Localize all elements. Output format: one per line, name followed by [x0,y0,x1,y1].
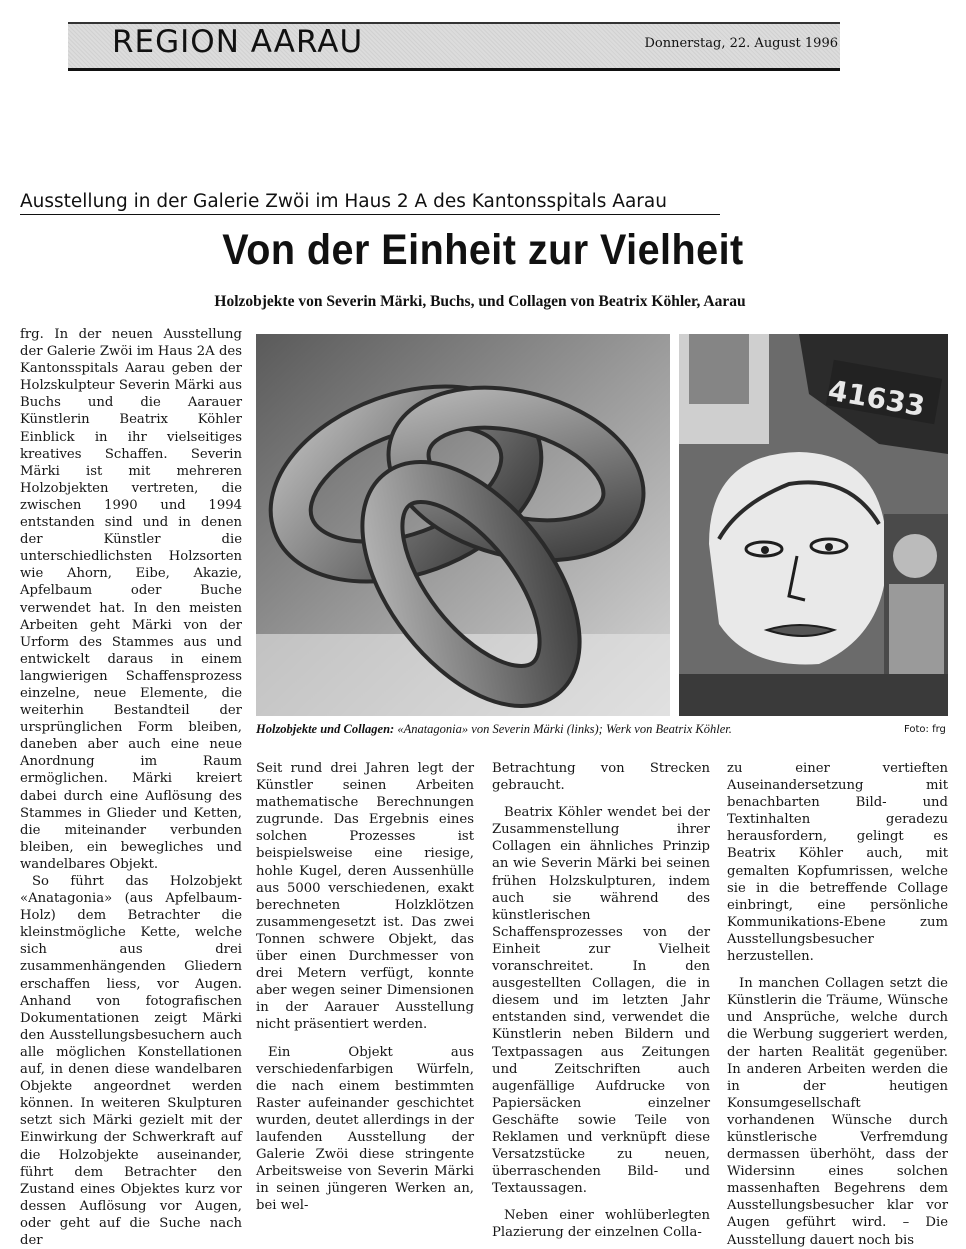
article-column-1 [20,326,242,1248]
collage-numbers: 41633 [825,373,928,424]
paragraph: So führt das Holzobjekt «Anatagonia» (aus Apfelbaum-Holz) dem Betrachter die kleinstmögliche Kette, welche sich aus drei zusammenhängenden Gliedern erschaffen liess, vor Augen. Anhand von fotografischen Dokumentationen zeigt Märki den Ausstellungsbesuchern auch alle möglichen Konstellationen auf, in denen diese wandelbaren Objekte angeordnet werden können. In weiteren Skulpturen setzt sich Märki gezielt mit der Einwirkung der Schwerkraft auf die Holzobjekte auseinander, führt dem Betrachter den Zustand eines Objektes kurz vor dessen Auflösung vor Augen, oder geht auf die Suche nach der [20,874,242,1248]
sculpture-photo [256,334,670,716]
paragraph: Ein Objekt aus verschiedenfarbigen Würfeln, die nach einem bestimmten Raster aufeinander geschichtet wurden, deutet allerdings in der laufenden Ausstellung der Galerie Zwöi diese stringente Arbeitsweise von Severin Märki in seinen jüngeren Werken an, bei wel- [256,1044,474,1214]
collage-illustration [679,334,948,716]
paragraph: Neben einer wohlüberlegten Plazierung der einzelnen Colla- [492,1208,710,1241]
caption-lead: Holzobjekte und Collagen: [256,722,395,736]
article-subheadline: Holzobjekte von Severin Märki, Buchs, und Collagen von Beatrix Köhler, Aarau [214,293,746,310]
paragraph: Seit rund drei Jahren legt der Künstler seinen Arbeiten mathematische Berechnungen zugrunde. Das Ergebnis eines solchen Prozesses ist beispielsweise eine riesige, hohle Kugel, deren Aussenhülle aus 5000 verschiedenen, exakt berechneten Holzklötzen zusammengesetzt ist. Das zwei Tonnen schwere Objekt, das über einen Durchmesser von drei Metern verfügt, konnte aber wegen seiner Dimensionen in der Aarauer Ausstellung nicht präsentiert werden. [256,761,474,1033]
article-headline: Von der Einheit zur Vielheit [222,226,744,274]
collage-photo [679,334,948,716]
article-column-2 [256,760,474,1214]
paragraph: zu einer vertieften Auseinandersetzung mit benachbarten Bild- und Textinhalten geradezu herausfordern, gelingt es Beatrix Köhler auch, mit gemalten Kopfumrissen, welche sie in die betreffende Collage einbringt, eine persönliche Kommunikations-Ebene zum Ausstellungsbesucher herzustellen. [727,761,948,965]
article-column-3 [492,760,710,1241]
paragraph: In manchen Collagen setzt die Künstlerin die Träume, Wünsche und Ansprüche, welche durch die Werbung suggeriert werden, der harten Realität gegenüber. In anderen Arbeiten werden die in der heutigen Konsumgesellschaft vorhandenen Wünsche durch künstlerische Verfremdung dermassen überhöht, dass der Widersinn eines solchen massenhaften Begehrens dem Ausstellungsbesucher klar vor Augen geführt wird. – Die Ausstellung dauert noch bis [727,976,948,1248]
article-column-4 [727,760,948,1248]
section-title: REGION AARAU [112,24,364,60]
photo-credit: Foto: frg [904,724,946,735]
paragraph: frg. In der neuen Ausstellung der Galerie Zwöi im Haus 2A des Kantonsspitals Aarau geben der Holzskulpteur Severin Märki aus Buchs und die Aarauer Künstlerin Beatrix Köhler Einblick in ihr vielseitiges kreatives Schaffen. Severin Märki ist mit mehreren Holzobjekten vertreten, die zwischen 1990 und 1994 entstanden sind und in denen der Künstler die unterschiedlichsten Holzsorten wie Ahorn, Eibe, Akazie, Apfelbaum oder Buche verwendet hat. In den meisten Arbeiten geht Märki von der Urform des Stammes aus und entwickelt daraus in einem langwierigen Schaffensprozess einzelne, neue Elemente, die weiterhin Bestandteil der ursprünglichen Form bleiben, daneben aber auch eine neue Anordnung im Raum ermöglichen. Märki kreiert dabei durch eine Auflösung des Stammes in Glieder und Ketten, die miteinander verbunden bleiben, ein bewegliches und wandelbares Objekt. [20,327,242,872]
paragraph: Betrachtung von Strecken gebraucht. [492,761,710,794]
publication-date: Donnerstag, 22. August 1996 [644,36,838,51]
article-kicker: Ausstellung in der Galerie Zwöi im Haus 2 A des Kantonsspitals Aarau [20,191,720,215]
caption-text: «Anatagonia» von Severin Märki (links); Werk von Beatrix Köhler. [394,722,732,736]
wood-chain-illustration [256,334,670,716]
photo-caption [256,722,876,737]
paragraph: Beatrix Köhler wendet bei der Zusammenstellung ihrer Collagen ein ähnliches Prinzip an wie Severin Märki bei seinen frühen Holzskulpturen, indem auch sie während des künstlerischen Schaffensprozesses von der Einheit zur Vielheit voranschreitet. In den ausgestellten Collagen, die in diesem und im letzten Jahr entstanden sind, verwendet die Künstlerin neben Bildern und Textpassagen aus Zeitungen und Zeitschriften auch augenfällige Aufdrucke von Papiersäcken einzelner Geschäfte sowie Teile von Reklamen und verknüpft diese Versatzstücke zu neuen, überraschenden Bild- und Textaussagen. [492,805,710,1197]
